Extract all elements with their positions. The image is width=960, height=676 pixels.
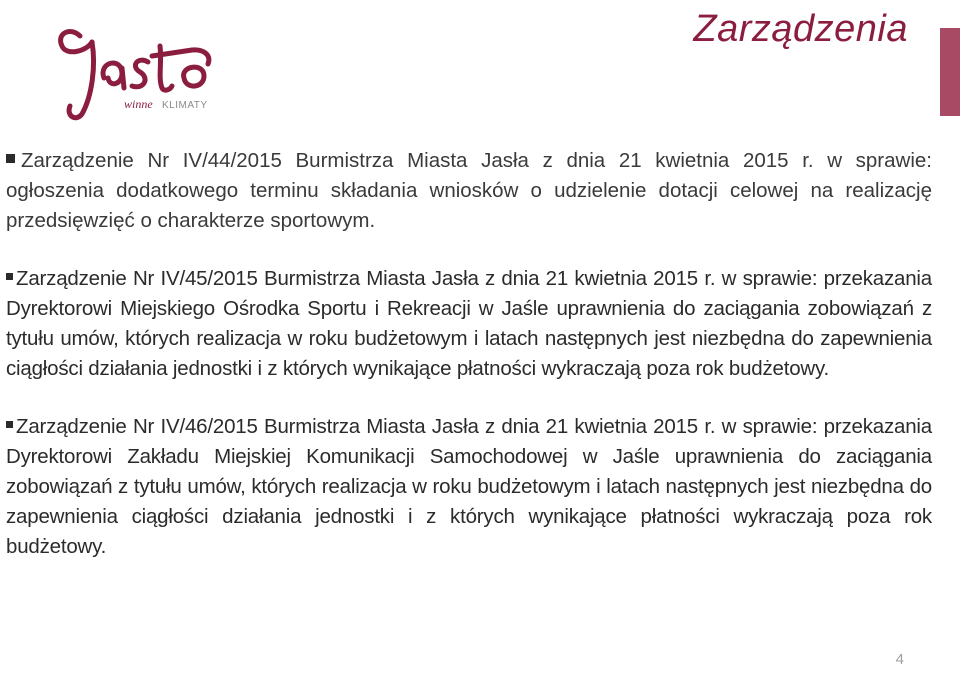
logo-tagline-left: winne [124,97,153,111]
square-bullet-icon [6,421,13,428]
list-item [6,412,932,562]
square-bullet-icon [6,154,15,163]
page-number: 4 [895,651,904,668]
jaslo-logo [52,16,232,126]
item-text: Zarządzenie Nr IV/46/2015 Burmistrza Miasta Jasła z dnia 21 kwietnia 2015 r. w sprawie: przekazania Dyrektorowi Zakładu Miejskiej Komunikacji Samochodowej w Jaśle uprawnienia do zaciągania zobowiązań z tytułu umów, których realizacja w roku budżetowym i latach następnych jest niezbędna do zapewnienia ciągłości działania jednostki i z których wynikające płatności wykraczają poza rok budżetowy. [6,415,932,558]
page-title: Zarządzenia [693,8,908,50]
list-item [6,264,932,384]
item-text: Zarządzenie Nr IV/45/2015 Burmistrza Miasta Jasła z dnia 21 kwietnia 2015 r. w sprawie: przekazania Dyrektorowi Miejskiego Ośrodka Sportu i Rekreacji w Jaśle uprawnienia do zaciągania zobowiązań z tytułu umów, których realizacja w roku budżetowym i latach następnych jest niezbędna do zapewnienia ciągłości działania jednostki i z których wynikające płatności wykraczają poza rok budżetowy. [6,267,932,380]
ordinance-list [6,146,932,590]
square-bullet-icon [6,273,13,280]
item-text: Zarządzenie Nr IV/44/2015 Burmistrza Miasta Jasła z dnia 21 kwietnia 2015 r. w sprawie: ogłoszenia dodatkowego terminu składania wniosków o udzielenie dotacji celowej na realizację przedsięwzięć o charakterze sportowym. [6,149,932,232]
accent-bar [940,28,960,116]
logo-tagline-right: KLIMATY [162,100,208,111]
list-item [6,146,932,236]
